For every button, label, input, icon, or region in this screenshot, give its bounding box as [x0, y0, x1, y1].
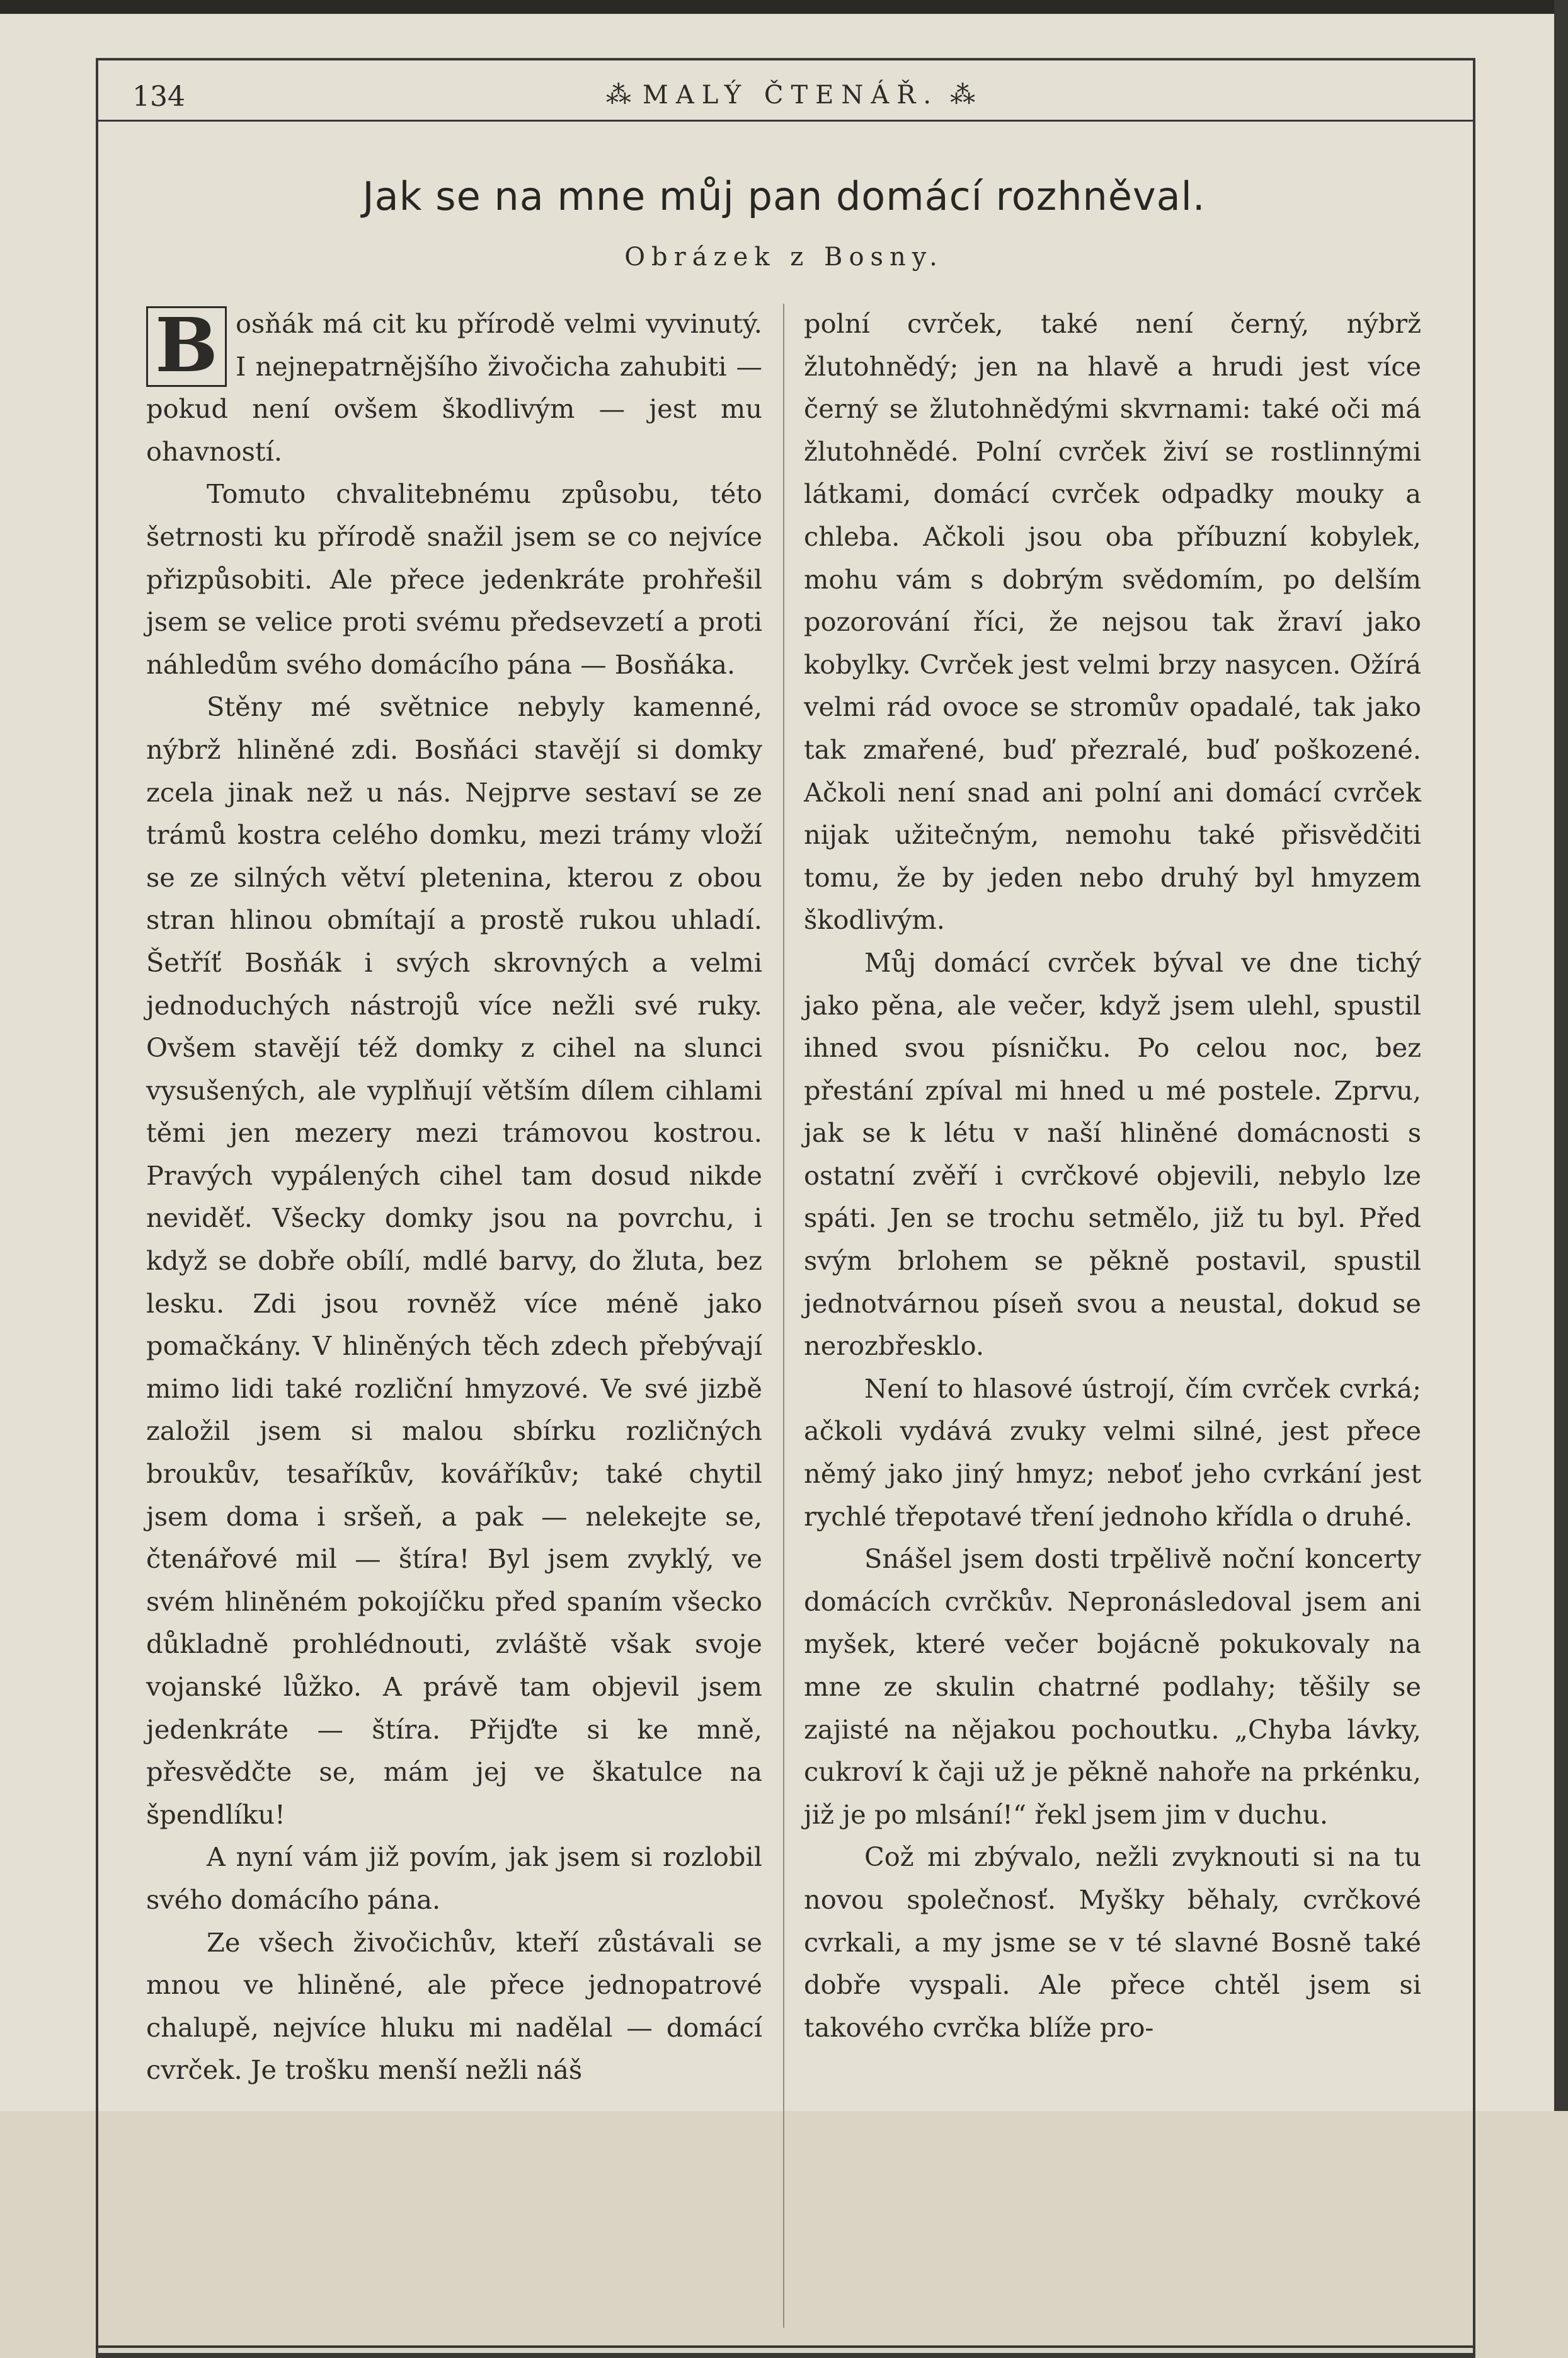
footer-rule: [96, 2345, 1475, 2348]
paragraph: A nyní vám již povím, jak jsem si rozlobil svého domácího pána.: [146, 1841, 762, 1915]
header-rule: [96, 120, 1475, 122]
journal-title: MALÝ ČTENÁŘ.: [642, 81, 939, 110]
page-number: 134: [132, 81, 185, 113]
ornament-right-icon: ⁂: [950, 81, 976, 110]
paragraph: Stěny mé světnice nebyly kamenné, nýbrž hliněné zdi. Bosňáci stavějí si domky zcela jinak než u nás. Nejprve sestaví se ze trámů kostra celého domku, mezi trámy vloží se ze silných větví pletenina, kterou z obou stran hlinou obmítají a prostě rukou uhladí. Šetříť Bosňák i svých skrovných a velmi jednoduchých nástrojů více nežli své ruky. Ovšem stavějí též domky z cihel na slunci vysušených, ale vyplňují větším dílem cihlami těmi jen mezery mezi trámovou kostrou. Pravých vypálených cihel tam dosud nikde neviděť. Všecky domky jsou na povrchu, i když se dobře obílí, mdlé barvy, do žluta, bez lesku. Zdi jsou rovněž více méně jako pomačkány. V hliněných těch zdech přebývají mimo lidi také rozliční hmyzové. Ve své jizbě založil jsem si malou sbírku rozličných broukův, tesaříkův, kováříkův; také chytil jsem doma i sršeň, a pak — nelekejte se, čtenářové mil — štíra! Byl jsem zvyklý, ve svém hliněném pokojíčku před spaním všecko důkladně prohlédnouti, zvláště však svoje vojanské lůžko. A právě tam objevil jsem jedenkráte — štíra. Přijďte si ke mně, přesvědčte se, mám jej ve škatulce na špendlíku!: [146, 691, 762, 1830]
paragraph: Můj domácí cvrček býval ve dne tichý jako pěna, ale večer, když jsem ulehl, spustil ihned svou písničku. Po celou noc, bez přestání zpíval mi hned u mé postele. Zprvu, jak se k létu v naší hliněné domácnosti s ostatní zvěří i cvrčkové objevili, nebylo lze spáti. Jen se trochu setmělo, již tu byl. Před svým brlohem se pěkně postavil, spustil jednotvárnou píseň svou a neustal, dokud se nerozbřesklo.: [804, 946, 1421, 1362]
ornament-left-icon: ⁂: [605, 81, 631, 110]
paragraph: Tomuto chvalitebnému způsobu, této šetrnosti ku přírodě snažil jsem se co nejvíce přizpůsobiti. Ale přece jedenkráte prohřešil jsem se velice proti svému předsevzetí a proti náhledům svého domácího pána — Bosňáka.: [146, 478, 762, 680]
footer-rule-thick: [96, 2353, 1475, 2358]
paragraph: polní cvrček, také není černý, nýbrž žlutohnědý; jen na hlavě a hrudi jest více černý se žlutohnědými skvrnami: také oči má žlutohnědé. Polní cvrček živí se rostlinnými látkami, domácí cvrček odpadky mouky a chleba. Ačkoli jsou oba příbuzní kobylek, mohu vám s dobrým svědomím, po delším pozorování říci, že nejsou tak žraví jako kobylky. Cvrček jest velmi brzy nasycen. Ožírá velmi rád ovoce se stromův opadalé, tak jako tak zmařené, buď přezralé, buď poškozené. Ačkoli není snad ani polní ani domácí cvrček nijak užitečným, nemohu také přisvědčiti tomu, že by jeden nebo druhý byl hmyzem škodlivým.: [804, 308, 1421, 936]
paragraph: Snášel jsem dosti trpělivě noční koncerty domácích cvrčkův. Nepronásledoval jsem ani myšek, které večer bojácně pokukovaly na mne ze skulin chatrné podlahy; těšily se zajisté na nějakou pochoutku. „Chyba lávky, cukroví k čaji už je pěkně nahoře na prkénku, již je po mlsání!“ řekl jsem jim v duchu.: [804, 1543, 1421, 1830]
left-column: [146, 302, 762, 2091]
right-column: [804, 302, 1421, 2049]
paragraph: Což mi zbývalo, nežli zvyknouti si na tu novou společnosť. Myšky běhaly, cvrčkové cvrkali, a my jsme se v té slavné Bosně také dobře vyspali. Ale přece chtěl jsem si takového cvrčka blíže pro-: [804, 1841, 1421, 2043]
article-title: Jak se na mne můj pan domácí rozhněval.: [362, 173, 1206, 219]
article-subtitle: Obrázek z Bosny.: [624, 243, 944, 272]
paragraph: Není to hlasové ústrojí, čím cvrček cvrká; ačkoli vydává zvuky velmi silné, jest přece němý jako jiný hmyz; neboť jeho cvrkání jest rychlé třepotavé tření jednoho křídla o druhé.: [804, 1372, 1421, 1532]
scan-edge-right: [1554, 0, 1568, 2111]
running-head: [126, 74, 1455, 112]
paragraph: Ze všech živočichův, kteří zůstávali se mnou ve hliněné, ale přece jednopatrové chalupě, nejvíce hluku mi nadělal — domácí cvrček. Je trošku menší nežli náš: [146, 1926, 762, 2086]
column-divider: [783, 304, 784, 2328]
scan-edge-top: [0, 0, 1568, 14]
drop-cap: B: [146, 306, 227, 387]
journal-title-line: [126, 81, 1455, 110]
paragraph: B osňák má cit ku přírodě velmi vyvinutý. I nejnepatrnějšího živočicha zahubiti — pokud není ovšem škodlivým — jest mu ohavností.: [146, 301, 762, 467]
